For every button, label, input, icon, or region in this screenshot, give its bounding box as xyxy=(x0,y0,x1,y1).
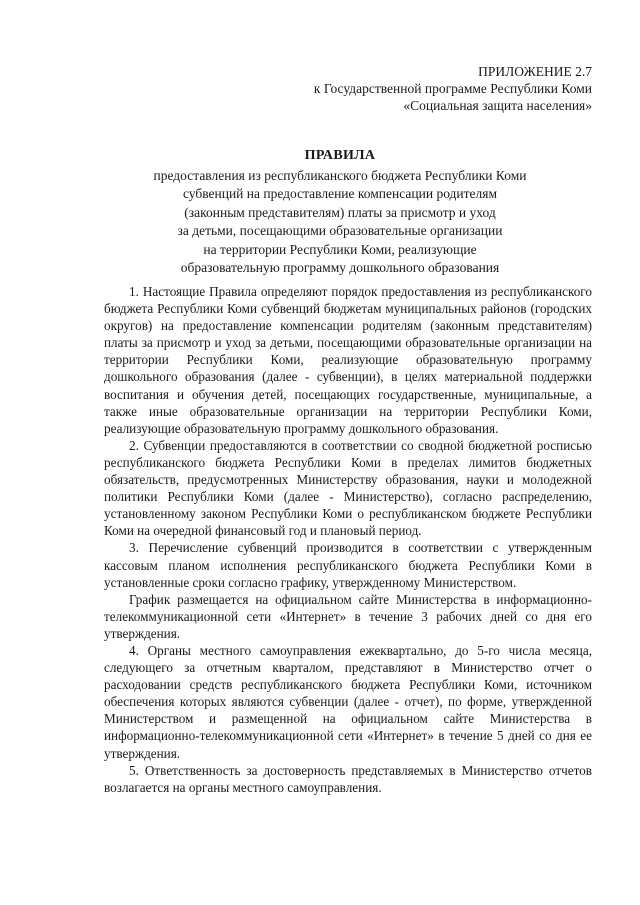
paragraph-3-schedule: График размещается на официальном сайте Министерства в информационно-телекоммуникационной сети «Интернет» в течение 3 рабочих дней со дня его утверждения. xyxy=(104,591,592,641)
subtitle-line: образовательную программу дошкольного образования xyxy=(180,260,500,275)
subtitle-line: (законным представителям) платы за присмотр и уход xyxy=(184,204,496,220)
paragraph-3: 3. Перечисление субвенций производится в соответствии с утвержденным кассовым планом исполнения республиканского бюджета Республики Коми в установленные сроки согласно графику, утвержденному Министерством. xyxy=(104,540,592,590)
appendix-header xyxy=(232,63,592,114)
appendix-program-ref: к Государственной программе Республики Коми xyxy=(313,81,592,96)
paragraph-5: 5. Ответственность за достоверность представляемых в Министерство отчетов возлагается на органы местного самоуправления. xyxy=(104,762,592,795)
subtitle-line: субвенций на предоставление компенсации родителям xyxy=(182,186,498,201)
subtitle-line: на территории Республики Коми, реализующие xyxy=(203,241,477,257)
subtitle-line: предоставления из республиканского бюджета Республики Коми xyxy=(153,167,527,183)
subtitle-line: за детьми, посещающими образовательные организации xyxy=(177,223,503,238)
document-title-block xyxy=(60,147,620,278)
paragraph-4: 4. Органы местного самоуправления ежеквартально, до 5-го числа месяца, следующего за отчетным кварталом, представляют в Министерство отчет о расходовании средств республиканского бюджета Республики Коми, источником обеспечения которых являются субвенции (далее - отчет), по форме, утвержденной Министерством и размещенной на официальном сайте Министерства в информационно-телекоммуникационной сети «Интернет» в течение 5 дней со дня ее утверждения. xyxy=(104,642,592,761)
appendix-program-name: «Социальная защита населения» xyxy=(403,98,592,113)
appendix-number: ПРИЛОЖЕНИЕ 2.7 xyxy=(478,64,592,79)
document-subtitle xyxy=(60,167,620,278)
document-title: ПРАВИЛА xyxy=(304,148,376,163)
paragraph-2: 2. Субвенции предоставляются в соответствии со сводной бюджетной росписью республиканского бюджета Республики Коми в пределах лимитов бюджетных обязательств, предусмотренных Министерству образования, науки и молодежной политики Республики Коми (далее - Министерство), согласно распределению, установленному законом Республики Коми о республиканском бюджете Республики Коми на очередной финансовый год и плановый период. xyxy=(104,437,592,539)
paragraph-1: 1. Настоящие Правила определяют порядок предоставления из республиканского бюджета Республики Коми субвенций бюджетам муниципальных районов (городских округов) на предоставление компенсации родителям (законным представителям) платы за присмотр и уход за детьми, посещающими образовательные организации на территории Республики Коми, реализующие образовательную программу дошкольного образования (далее - субвенции), в целях материальной поддержки воспитания и обучения детей, посещающих государственные, муниципальные, а также иные образовательные организации на территории Республики Коми, реализующие образовательную программу дошкольного образования. xyxy=(104,284,592,436)
document-body xyxy=(104,283,592,796)
